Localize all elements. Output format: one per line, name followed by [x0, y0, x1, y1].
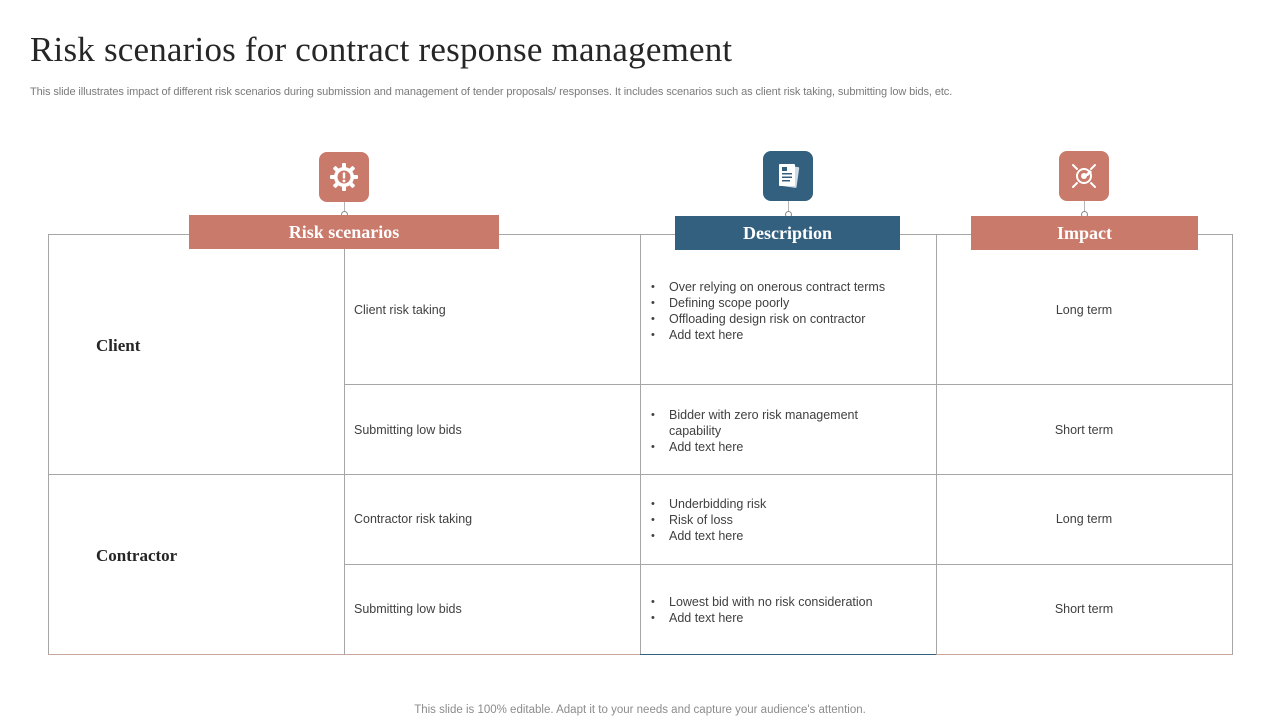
group-label-contractor: Contractor	[96, 546, 178, 565]
target-impact-icon	[1067, 159, 1101, 193]
header-impact: Impact	[971, 216, 1198, 250]
slide-footer: This slide is 100% editable. Adapt it to your needs and capture your audience's attention.	[414, 704, 866, 716]
header-risk-scenarios: Risk scenarios	[189, 215, 499, 249]
risk-icon-box	[319, 152, 369, 202]
description-list	[649, 594, 919, 626]
column-divider	[936, 234, 937, 655]
row-divider	[344, 384, 1233, 385]
list-item: • Underbidding risk	[649, 496, 919, 512]
row-divider	[344, 564, 1233, 565]
list-item: • Bidder with zero risk management capability	[649, 407, 899, 439]
description-list	[649, 279, 919, 343]
list-item: • Add text here	[649, 327, 919, 343]
document-icon	[771, 159, 805, 193]
description-icon-box	[763, 151, 813, 201]
scenario-cell: Submitting low bids	[354, 423, 462, 437]
impact-cell: Short term	[1054, 423, 1114, 437]
list-item: • Over relying on onerous contract terms	[649, 279, 919, 295]
impact-cell: Long term	[1055, 512, 1113, 526]
list-item: • Add text here	[649, 528, 919, 544]
group-label-client: Client	[96, 336, 141, 355]
description-bottom-accent	[640, 654, 936, 655]
impact-icon-box	[1059, 151, 1109, 201]
header-description: Description	[675, 216, 900, 250]
column-divider	[640, 234, 641, 655]
description-list	[649, 407, 899, 455]
list-item: • Add text here	[649, 610, 919, 626]
gear-warning-icon	[327, 160, 361, 194]
impact-cell: Long term	[1055, 303, 1113, 317]
list-item: • Risk of loss	[649, 512, 919, 528]
list-item: • Defining scope poorly	[649, 295, 919, 311]
scenario-cell: Submitting low bids	[354, 602, 462, 616]
list-item: • Add text here	[649, 439, 899, 455]
impact-cell: Short term	[1054, 602, 1114, 616]
scenario-cell: Client risk taking	[354, 303, 446, 317]
row-divider	[48, 474, 1233, 475]
slide-subtitle: This slide illustrates impact of different risk scenarios during submission and management of tender proposals/ responses. It includes scenarios such as client risk taking, submitting low bids, etc.	[30, 86, 953, 98]
list-item: • Lowest bid with no risk consideration	[649, 594, 919, 610]
description-list	[649, 496, 919, 544]
slide-title: Risk scenarios for contract response management	[30, 30, 733, 69]
list-item: • Offloading design risk on contractor	[649, 311, 919, 327]
scenario-cell: Contractor risk taking	[354, 512, 473, 526]
column-divider	[344, 234, 345, 655]
